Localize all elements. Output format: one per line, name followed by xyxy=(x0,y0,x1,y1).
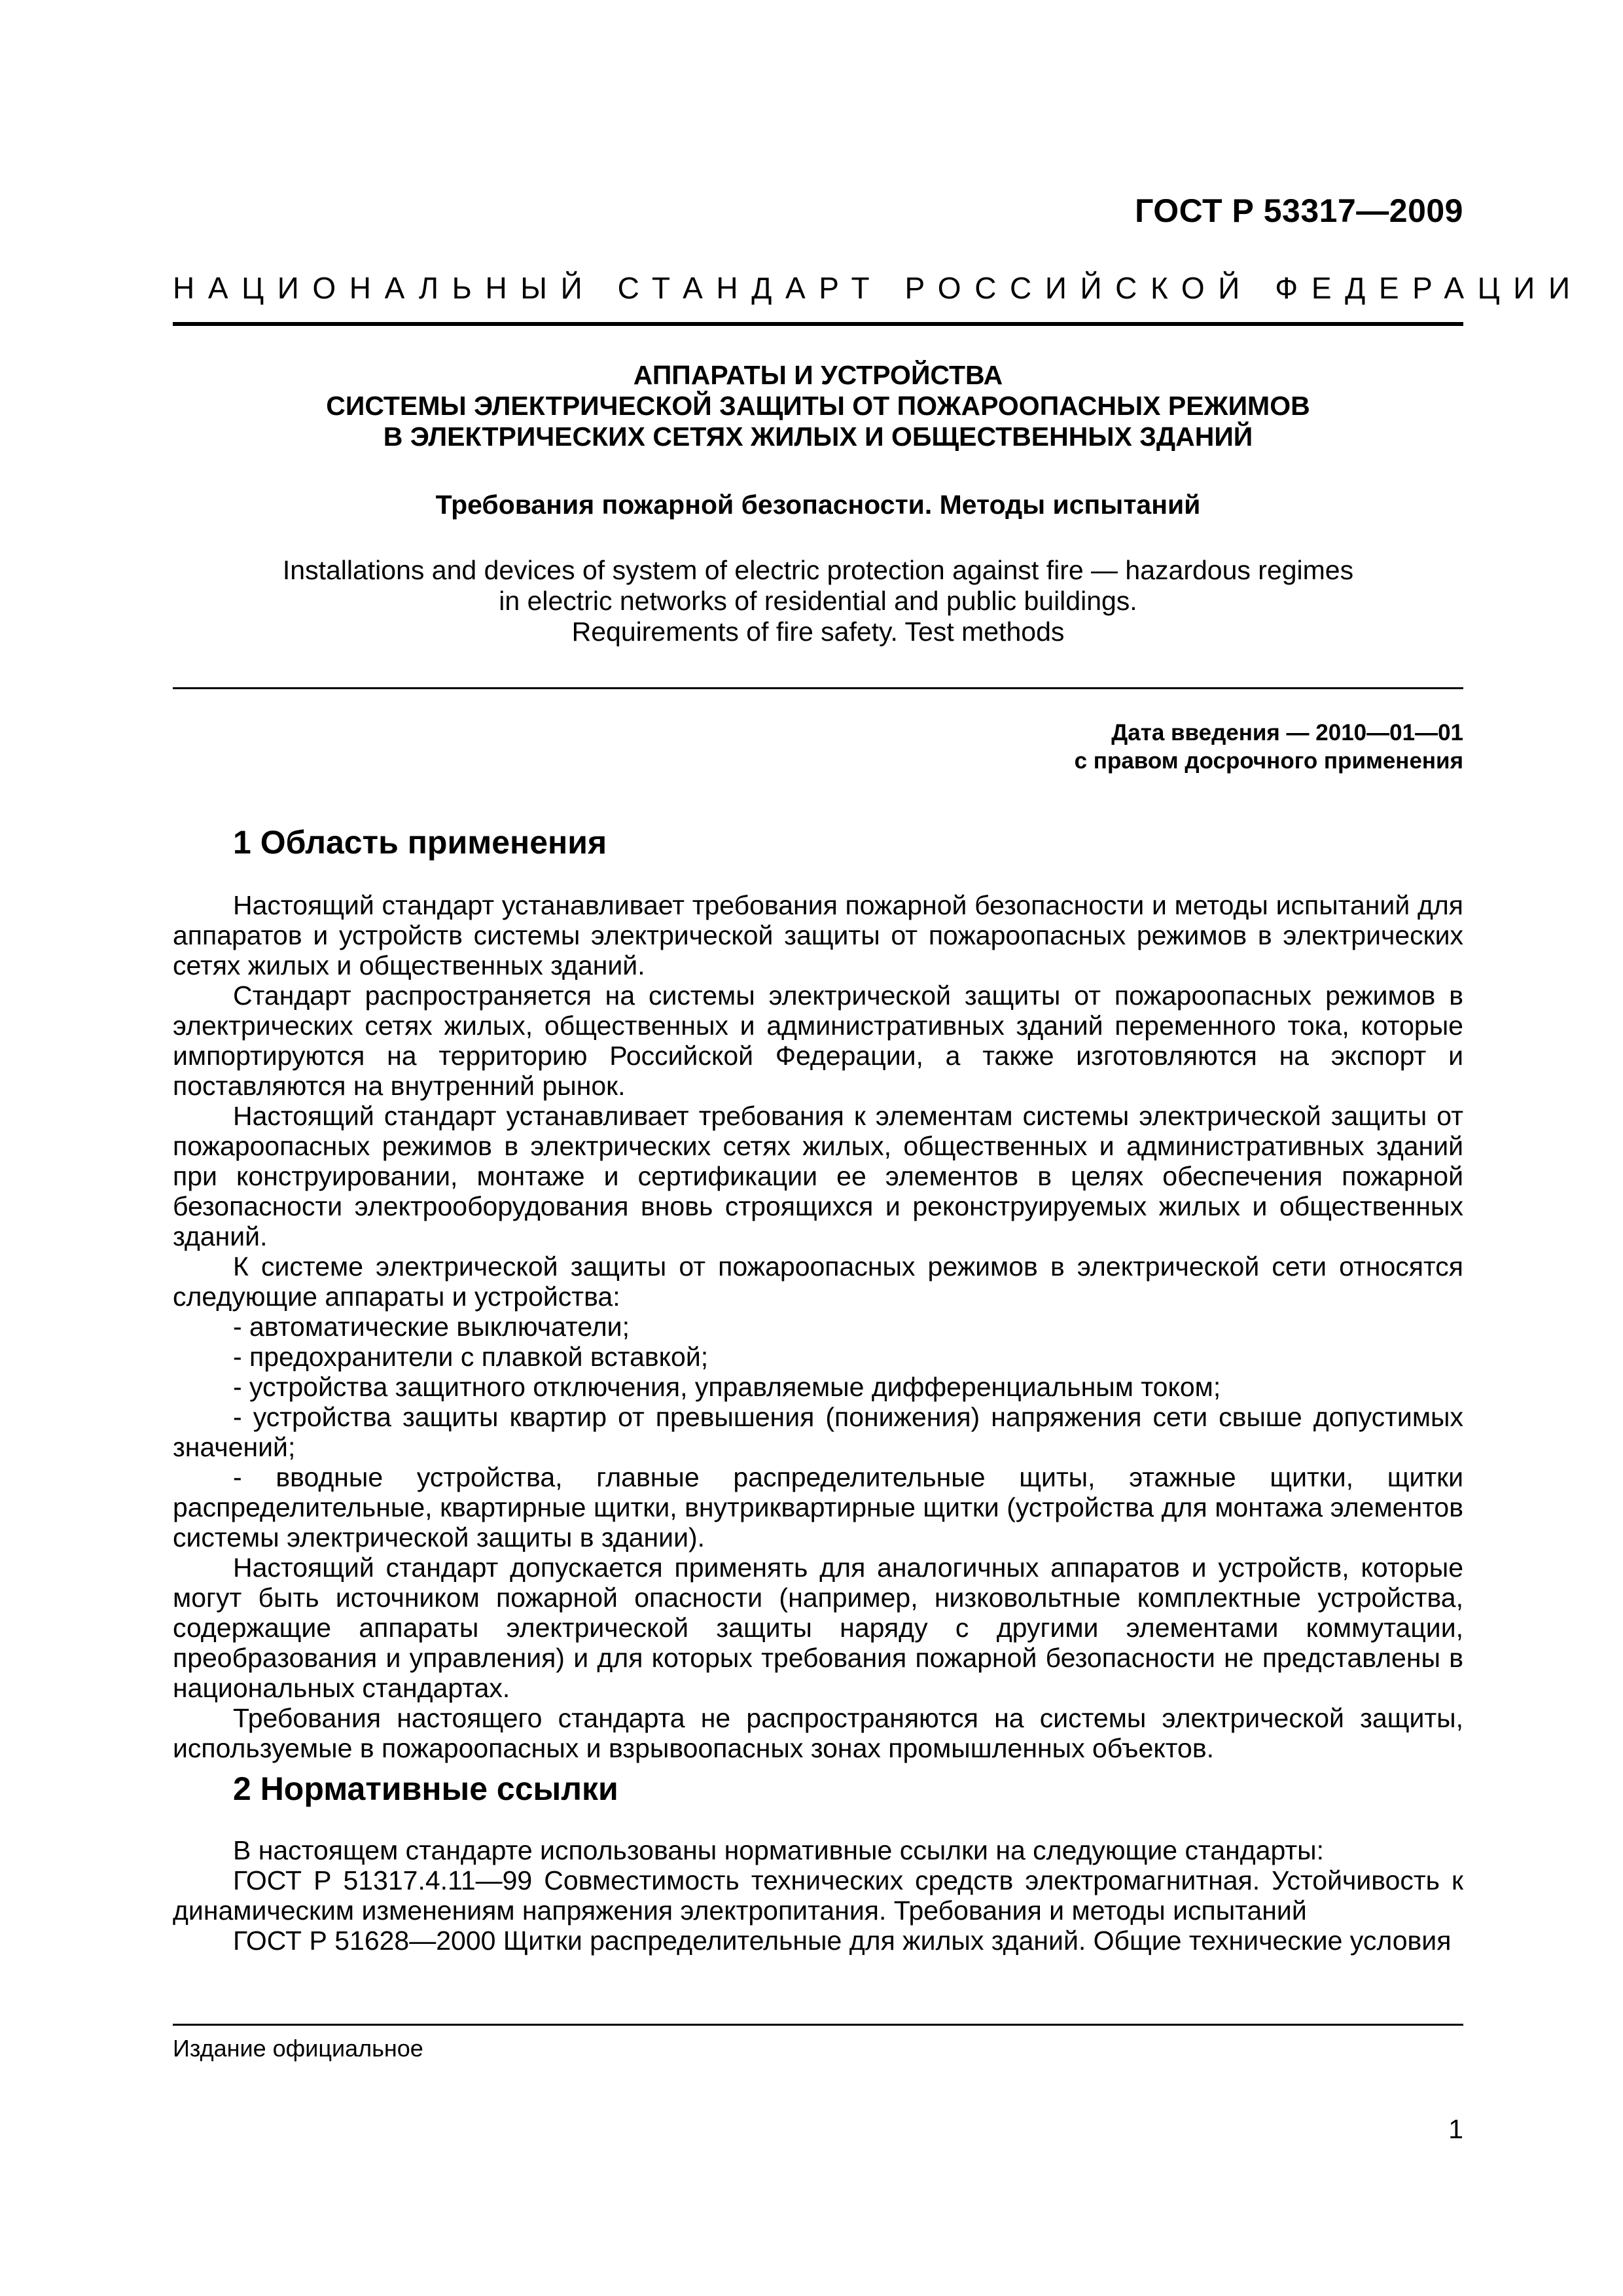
national-standard-title: НАЦИОНАЛЬНЫЙ СТАНДАРТ РОССИЙСКОЙ ФЕДЕРАЦИИ xyxy=(173,271,1584,305)
document-title xyxy=(173,360,1463,452)
header-divider xyxy=(173,322,1463,326)
list-item: - устройства защиты квартир от превышения (понижения) напряжения сети свыше допустимых значений; xyxy=(173,1402,1463,1462)
paragraph: Стандарт распространяется на системы электрической защиты от пожароопасных режимов в электрических сетях жилых, общественных и административных зданий переменного тока, которые импортируются на территорию Российской Федерации, а также изготовляются на экспорт и поставляются на внутренний рынок. xyxy=(173,980,1463,1101)
list-item: - устройства защитного отключения, управляемые дифференциальным током; xyxy=(233,1372,1221,1402)
section-1-heading: 1 Область применения xyxy=(233,824,607,861)
paragraph: В настоящем стандарте использованы нормативные ссылки на следующие стандарты: xyxy=(233,1835,1325,1865)
section-1-body xyxy=(173,890,1463,1763)
document-page xyxy=(173,0,1584,2296)
list-item: - предохранители с плавкой вставкой; xyxy=(233,1342,709,1372)
list-item: - вводные устройства, главные распределительные щиты, этажные щитки, щитки распределительные, квартирные щитки, внутриквартирные щитки (устройства для монтажа элементов системы электрической защиты в здании). xyxy=(173,1462,1463,1552)
document-number: ГОСТ Р 53317—2009 xyxy=(1135,192,1463,229)
early-application-note: с правом досрочного применения xyxy=(1074,748,1463,774)
list-item: - автоматические выключатели; xyxy=(233,1312,630,1342)
english-title xyxy=(173,555,1463,647)
paragraph: К системе электрической защиты от пожароопасных режимов в электрической сети относятся следующие аппараты и устройства: xyxy=(173,1251,1463,1312)
paragraph: Настоящий стандарт устанавливает требования к элементам системы электрической защиты от пожароопасных режимов в электрических сетях жилых, общественных и административных зданий при конструировании, монтаже и сертификации ее элементов в целях обеспечения пожарной безопасности электрооборудования вновь строящихся и реконструируемых жилых и общественных зданий. xyxy=(173,1101,1463,1251)
page-number: 1 xyxy=(1448,2114,1463,2144)
title-divider xyxy=(173,687,1463,689)
document-subtitle: Требования пожарной безопасности. Методы испытаний xyxy=(435,490,1201,520)
title-line: В ЭЛЕКТРИЧЕСКИХ СЕТЯХ ЖИЛЫХ И ОБЩЕСТВЕННЫХ ЗДАНИЙ xyxy=(383,422,1253,452)
paragraph: Настоящий стандарт устанавливает требования пожарной безопасности и методы испытаний для аппаратов и устройств системы электрической защиты от пожароопасных режимов в электрических сетях жилых и общественных зданий. xyxy=(173,890,1463,980)
official-edition-label: Издание официальное xyxy=(173,2035,423,2062)
english-title-line: Requirements of fire safety. Test methods xyxy=(571,617,1065,647)
reference-item: ГОСТ Р 51317.4.11—99 Совместимость технических средств электромагнитная. Устойчивость к динамическим изменениям напряжения электропитания. Требования и методы испытаний xyxy=(173,1865,1463,1926)
english-title-line: Installations and devices of system of electric protection against fire — hazardous regimes xyxy=(282,555,1354,585)
paragraph: Требования настоящего стандарта не распространяются на системы электрической защиты, используемые в пожароопасных и взрывоопасных зонах промышленных объектов. xyxy=(173,1703,1463,1763)
footer-divider xyxy=(173,2024,1463,2026)
english-title-line: in electric networks of residential and public buildings. xyxy=(499,586,1137,616)
section-2-heading: 2 Нормативные ссылки xyxy=(233,1770,618,1807)
paragraph: Настоящий стандарт допускается применять для аналогичных аппаратов и устройств, которые могут быть источником пожарной опасности (например, низковольтные комплектные устройства, содержащие аппараты электрической защиты наряду с другими элементами коммутации, преобразования и управления) и для которых требования пожарной безопасности не представлены в национальных стандартах. xyxy=(173,1552,1463,1703)
title-line: СИСТЕМЫ ЭЛЕКТРИЧЕСКОЙ ЗАЩИТЫ ОТ ПОЖАРООПАСНЫХ РЕЖИМОВ xyxy=(326,391,1310,421)
introduction-date-block xyxy=(1075,719,1463,775)
reference-item: ГОСТ Р 51628—2000 Щитки распределительные для жилых зданий. Общие технические условия xyxy=(233,1926,1452,1956)
title-line: АППАРАТЫ И УСТРОЙСТВА xyxy=(633,360,1003,390)
introduction-date: Дата введения — 2010—01—01 xyxy=(1111,720,1463,745)
section-2-body xyxy=(173,1835,1463,1956)
